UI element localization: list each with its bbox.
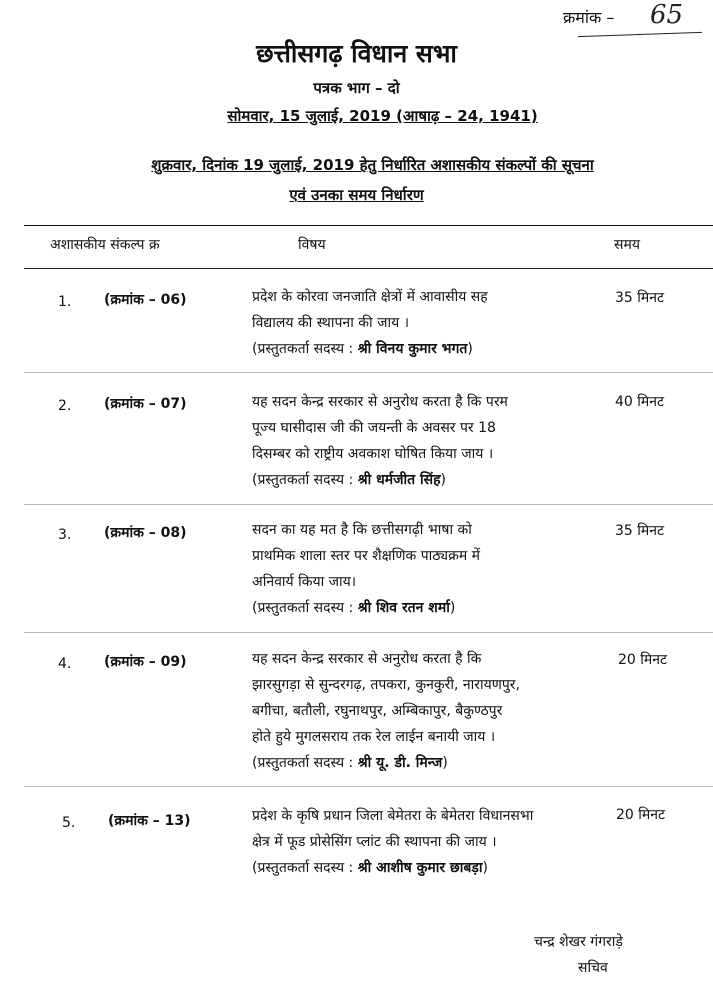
mover-suffix: ) bbox=[449, 600, 456, 616]
date-line: सोमवार, 15 जुलाई, 2019 (आषाढ़ – 24, 1941) bbox=[227, 107, 538, 125]
mover-name: श्री यू. डी. मिन्ज bbox=[357, 755, 443, 771]
table-top-rule bbox=[24, 225, 713, 226]
mover-prefix: (प्रस्तुतकर्ता सदस्य : bbox=[252, 472, 358, 488]
mover-line bbox=[252, 750, 448, 776]
item-reference: (क्रमांक – 13) bbox=[108, 813, 191, 829]
mover-line bbox=[252, 336, 473, 362]
mover-suffix: ) bbox=[440, 472, 446, 488]
item-time: 35 मिनट bbox=[615, 523, 665, 539]
item-text-line: क्षेत्र में फूड प्रोसेसिंग प्लांट की स्थापना की जाय । bbox=[252, 834, 497, 850]
row-divider bbox=[24, 372, 713, 373]
mover-prefix: (प्रस्तुतकर्ता सदस्य : bbox=[252, 341, 358, 357]
signatory-designation: सचिव bbox=[578, 960, 608, 976]
item-text-line: होते हुये मुगलसराय तक रेल लाईन बनायी जाय । bbox=[252, 729, 496, 745]
item-text-line: यह सदन केन्द्र सरकार से अनुरोध करता है कि परम bbox=[252, 394, 508, 410]
column-header-resolution-no: अशासकीय संकल्प क्र bbox=[50, 237, 160, 253]
column-header-subject: विषय bbox=[298, 237, 326, 253]
mover-suffix: ) bbox=[482, 860, 488, 876]
patrak-subtitle: पत्रक भाग – दो bbox=[313, 79, 400, 97]
item-reference: (क्रमांक – 07) bbox=[104, 396, 187, 412]
item-time: 20 मिनट bbox=[618, 652, 668, 668]
row-divider bbox=[24, 504, 713, 505]
notice-line-1: शुक्रवार, दिनांक 19 जुलाई, 2019 हेतु निर्धारित अशासकीय संकल्पों की सूचना bbox=[151, 156, 594, 174]
row-divider bbox=[24, 786, 713, 787]
column-header-time: समय bbox=[614, 237, 640, 253]
mover-line bbox=[252, 595, 455, 621]
mover-prefix: (प्रस्तुतकर्ता सदस्य : bbox=[252, 755, 358, 771]
mover-line bbox=[252, 855, 488, 881]
item-number: 2. bbox=[58, 398, 72, 414]
item-text-line: दिसम्बर को राष्ट्रीय अवकाश घोषित किया जाय । bbox=[252, 446, 494, 462]
table-header-rule bbox=[24, 268, 713, 269]
assembly-title: छत्तीसगढ़ विधान सभा bbox=[256, 39, 457, 68]
item-text-line: झारसुगड़ा से सुन्दरगढ़, तपकरा, कुनकुरी, नारायणपुर, bbox=[252, 677, 520, 693]
mover-suffix: ) bbox=[467, 341, 473, 357]
item-reference: (क्रमांक – 09) bbox=[104, 654, 187, 670]
mover-name: श्री विनय कुमार भगत bbox=[357, 341, 468, 357]
item-reference: (क्रमांक – 08) bbox=[104, 525, 187, 541]
item-text-line: प्राथमिक शाला स्तर पर शैक्षणिक पाठ्यक्रम में bbox=[252, 548, 481, 564]
item-time: 40 मिनट bbox=[615, 394, 665, 410]
mover-name: श्री शिव रतन शर्मा bbox=[357, 600, 450, 616]
item-text-line: सदन का यह मत है कि छत्तीसगढ़ी भाषा को bbox=[252, 522, 472, 538]
item-text-line: विद्यालय की स्थापना की जाय । bbox=[252, 315, 410, 331]
mover-line bbox=[252, 467, 446, 493]
item-text-line: प्रदेश के कोरवा जनजाति क्षेत्रों में आवासीय सह bbox=[252, 289, 488, 305]
item-number: 4. bbox=[58, 656, 72, 672]
signatory-name: चन्द्र शेखर गंगराड़े bbox=[534, 934, 623, 950]
kramank-label: क्रमांक – bbox=[563, 8, 615, 27]
item-time: 35 मिनट bbox=[615, 290, 665, 306]
mover-prefix: (प्रस्तुतकर्ता सदस्य : bbox=[252, 600, 358, 616]
mover-name: श्री धर्मजीत सिंह bbox=[357, 472, 441, 488]
mover-prefix: (प्रस्तुतकर्ता सदस्य : bbox=[252, 860, 358, 876]
item-time: 20 मिनट bbox=[616, 807, 666, 823]
item-text-line: अनिवार्य किया जाय। bbox=[252, 574, 357, 590]
kramank-number: 65 bbox=[650, 0, 684, 30]
item-reference: (क्रमांक – 06) bbox=[104, 292, 187, 308]
item-number: 1. bbox=[58, 294, 72, 310]
row-divider bbox=[24, 632, 713, 633]
mover-name: श्री आशीष कुमार छाबड़ा bbox=[357, 860, 483, 876]
item-number: 3. bbox=[58, 527, 72, 543]
notice-line-2: एवं उनका समय निर्धारण bbox=[289, 186, 424, 204]
item-text-line: प्रदेश के कृषि प्रधान जिला बेमेतरा के बेमेतरा विधानसभा bbox=[252, 808, 534, 824]
mover-suffix: ) bbox=[442, 755, 448, 771]
item-number: 5. bbox=[62, 815, 76, 831]
item-text-line: यह सदन केन्द्र सरकार से अनुरोध करता है कि bbox=[252, 651, 482, 667]
item-text-line: बगीचा, बतौली, रघुनाथपुर, अम्बिकापुर, बैकुण्ठपुर bbox=[252, 703, 503, 719]
item-text-line: पूज्य घासीदास जी की जयन्ती के अवसर पर 18 bbox=[252, 420, 496, 436]
